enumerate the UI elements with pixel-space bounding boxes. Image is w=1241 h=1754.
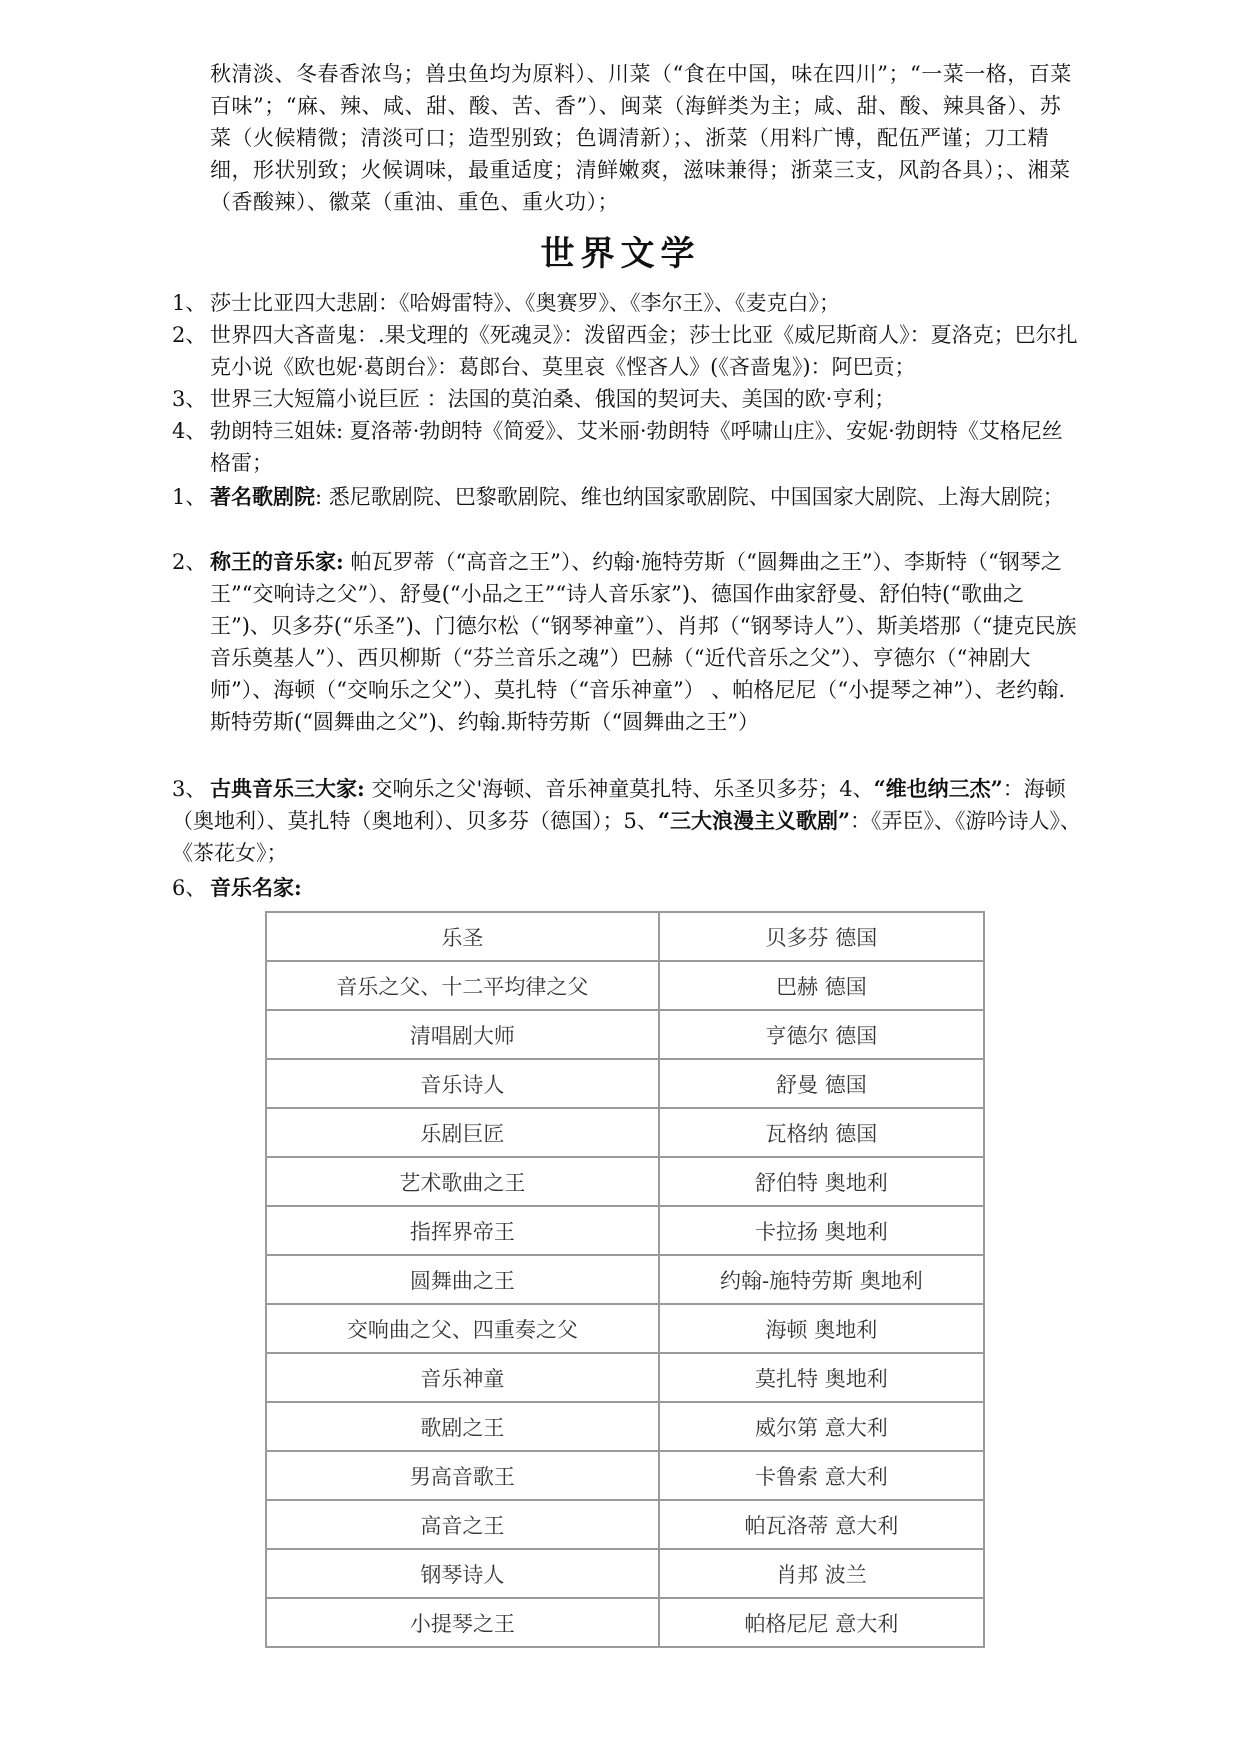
title-cell: 艺术歌曲之王 — [266, 1157, 659, 1206]
musician-cell: 威尔第 意大利 — [659, 1402, 984, 1451]
title-cell: 小提琴之王 — [266, 1598, 659, 1647]
item-number: 3、 — [172, 387, 207, 411]
item-text: 交响乐之父'海顿、音乐神童莫扎特、乐圣贝多芬；4、 — [364, 777, 874, 801]
music-kings-item — [172, 546, 1082, 738]
title-cell: 歌剧之王 — [266, 1402, 659, 1451]
table-row — [266, 1108, 984, 1157]
musician-cell: 约翰-施特劳斯 奥地利 — [659, 1255, 984, 1304]
title-cell: 钢琴诗人 — [266, 1549, 659, 1598]
item-number: 4、 — [172, 419, 207, 443]
musician-cell: 帕格尼尼 意大利 — [659, 1598, 984, 1647]
item-number: 3、 — [172, 777, 207, 801]
table-row — [266, 1402, 984, 1451]
title-cell: 乐圣 — [266, 912, 659, 961]
musician-cell: 舒伯特 奥地利 — [659, 1157, 984, 1206]
item-text: 莎士比亚四大悲剧：《哈姆雷特》、《奥赛罗》、《李尔王》、《麦克白》； — [210, 291, 840, 315]
table-row — [266, 1206, 984, 1255]
item-label: 音乐名家: — [210, 875, 302, 900]
list-item — [172, 319, 1082, 383]
item-label: “三大浪漫主义歌剧” — [657, 808, 851, 833]
table-row — [266, 1059, 984, 1108]
table-row — [266, 961, 984, 1010]
title-cell: 交响曲之父、四重奏之父 — [266, 1304, 659, 1353]
musician-cell: 瓦格纳 德国 — [659, 1108, 984, 1157]
table-row — [266, 1157, 984, 1206]
title-cell: 音乐神童 — [266, 1353, 659, 1402]
list-item — [172, 287, 1082, 319]
table-row — [266, 912, 984, 961]
musicians-table — [265, 911, 985, 1648]
classical-masters-item — [172, 773, 1082, 869]
item-number: 1、 — [172, 291, 207, 315]
opera-houses-item — [172, 481, 1082, 513]
table-row — [266, 1010, 984, 1059]
title-cell: 圆舞曲之王 — [266, 1255, 659, 1304]
item-text: 世界三大短篇小说巨匠 ：法国的莫泊桑、俄国的契诃夫、美国的欧·亨利； — [210, 387, 896, 411]
musician-cell: 贝多芬 德国 — [659, 912, 984, 961]
musician-cell: 帕瓦洛蒂 意大利 — [659, 1500, 984, 1549]
table-row — [266, 1549, 984, 1598]
list-item — [172, 383, 1082, 415]
item-label: 称王的音乐家: — [210, 549, 344, 574]
item-text: ：海顿（奥地利）、莫扎特（奥地利）、贝多芬（德国）；5、 — [172, 777, 1066, 833]
title-cell: 指挥界帝王 — [266, 1206, 659, 1255]
table-row — [266, 1255, 984, 1304]
musician-cell: 舒曼 德国 — [659, 1059, 984, 1108]
musician-cell: 海顿 奥地利 — [659, 1304, 984, 1353]
item-label: “维也纳三杰” — [873, 776, 1003, 801]
table-row — [266, 1304, 984, 1353]
title-cell: 清唱剧大师 — [266, 1010, 659, 1059]
musician-cell: 卡鲁索 意大利 — [659, 1451, 984, 1500]
list-item — [172, 415, 1082, 479]
item-number: 2、 — [172, 550, 207, 574]
musician-cell: 亨德尔 德国 — [659, 1010, 984, 1059]
intro-paragraph: 秋清淡、冬春香浓鸟；兽虫鱼均为原料）、川菜（“食在中国，味在四川”；“一菜一格，百菜百味”；“麻、辣、咸、甜、酸、苦、香”）、闽菜（海鲜类为主；咸、甜、酸、辣具备）、苏菜（火候精微；清淡可口；造型别致；色调清新）；、浙菜（用料广博，配伍严谨；刀工精细，形状别致；火候调味，最重适度；清鲜嫩爽，滋味兼得；浙菜三支，风韵各具）；、湘菜（香酸辣）、徽菜（重油、重色、重火功）； — [210, 62, 1072, 214]
title-cell: 音乐之父、十二平均律之父 — [266, 961, 659, 1010]
item-label: 著名歌剧院 — [210, 484, 315, 509]
musician-cell: 莫扎特 奥地利 — [659, 1353, 984, 1402]
item-text: : 悉尼歌剧院、巴黎歌剧院、维也纳国家歌剧院、中国国家大剧院、上海大剧院； — [315, 485, 1064, 509]
item-number: 1、 — [172, 485, 207, 509]
section-title: 世界文学 — [540, 234, 701, 274]
title-cell: 乐剧巨匠 — [266, 1108, 659, 1157]
item-number: 6、 — [172, 876, 207, 900]
item-number: 2、 — [172, 323, 207, 347]
title-cell: 男高音歌王 — [266, 1451, 659, 1500]
item-text: ：《弄臣》、《游吟诗人》、《茶花女》； — [172, 809, 1082, 865]
item-text: 帕瓦罗蒂（“高音之王”）、约翰·施特劳斯（“圆舞曲之王”）、李斯特（“钢琴之王”“交响诗之父”）、舒曼(“小品之王”“诗人音乐家”)、德国作曲家舒曼、舒伯特(“歌曲之王”)、贝多芬(“乐圣”)、门德尔松（“钢琴神童”）、肖邦（“钢琴诗人”）、斯美塔那（“捷克民族音乐奠基人”）、西贝柳斯（“芬兰音乐之魂”）巴赫（“近代音乐之父”）、亨德尔（“神剧大师”）、海顿（“交响乐之父”）、莫扎特（“音乐神童”） 、帕格尼尼（“小提琴之神”）、老约翰.斯特劳斯(“圆舞曲之父”)、约翰.斯特劳斯（“圆舞曲之王”） — [210, 550, 1077, 734]
musician-cell: 卡拉扬 奥地利 — [659, 1206, 984, 1255]
table-row — [266, 1451, 984, 1500]
item-text: 世界四大吝啬鬼：.果戈理的《死魂灵》：泼留西金；莎士比亚《威尼斯商人》：夏洛克；巴尔扎克小说《欧也妮·葛朗台》：葛郎台、莫里哀《悭吝人》(《吝啬鬼》)：阿巴贡； — [210, 323, 1078, 379]
famous-musicians-heading — [172, 872, 1082, 904]
table-row — [266, 1598, 984, 1647]
title-cell: 音乐诗人 — [266, 1059, 659, 1108]
item-label: 古典音乐三大家: — [210, 776, 365, 801]
musicians-table-body — [266, 912, 984, 1647]
title-cell: 高音之王 — [266, 1500, 659, 1549]
table-row — [266, 1353, 984, 1402]
musician-cell: 肖邦 波兰 — [659, 1549, 984, 1598]
musician-cell: 巴赫 德国 — [659, 961, 984, 1010]
item-text: 勃朗特三姐妹: 夏洛蒂·勃朗特《简爱》、艾米丽·勃朗特《呼啸山庄》、安妮·勃朗特《艾格尼丝格雷； — [210, 419, 1063, 475]
table-row — [266, 1500, 984, 1549]
